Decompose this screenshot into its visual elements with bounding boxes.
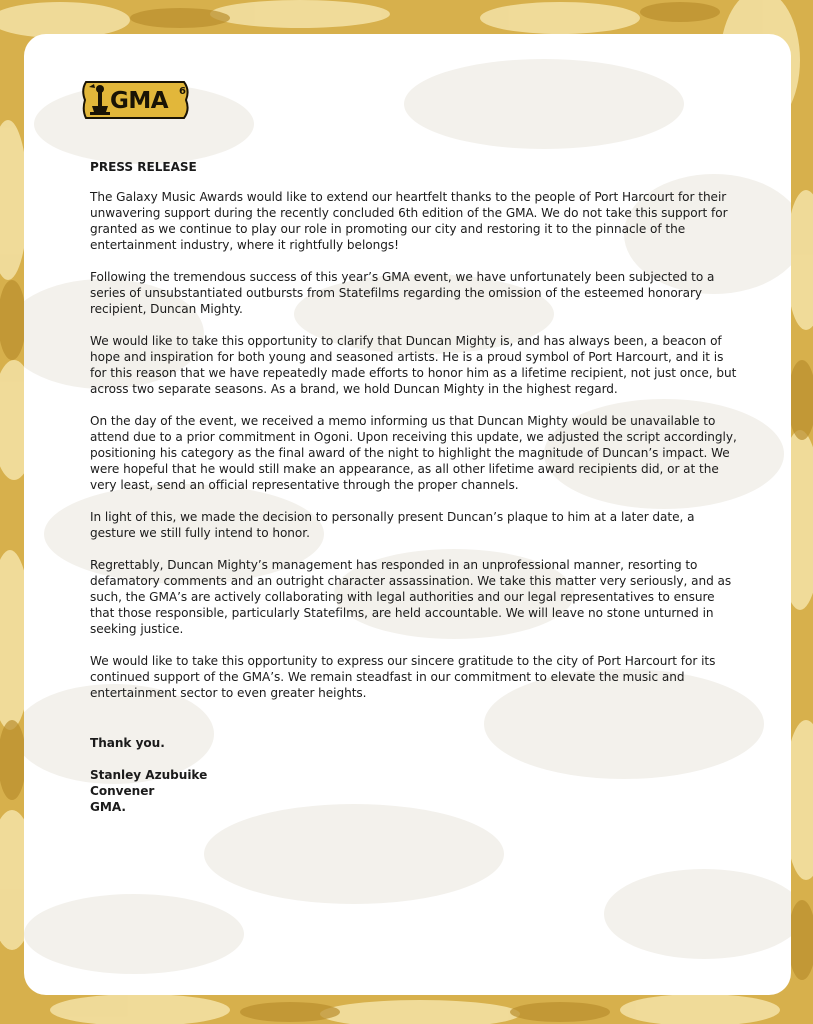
- signatory-org: GMA.: [90, 800, 126, 814]
- paragraph: On the day of the event, we received a memo informing us that Duncan Mighty would be unavailable to attend due to a prior commitment in Ogoni. Upon receiving this update, we adjusted the script accordingly, positioning his category as the final award of the night to highlight the magnitude of Duncan’s impact. We were hopeful that he would still make an appearance, as all other lifetime award recipients did, or at the very least, send an official representative through the proper channels.: [90, 414, 737, 492]
- signatory-name: Stanley Azubuike: [90, 768, 208, 782]
- paragraph: We would like to take this opportunity to express our sincere gratitude to the city of Port Harcourt for its continued support of the GMA’s. We remain steadfast in our commitment to elevate the music and entertainment sector to even greater heights.: [90, 654, 716, 700]
- logo-superscript: 6: [179, 86, 186, 97]
- letter-sheet: [24, 34, 791, 995]
- paragraph: We would like to take this opportunity to clarify that Duncan Mighty is, and has always been, a beacon of hope and inspiration for both young and seasoned artists. He is a proud symbol of Port Harcourt, and it is for this reason that we have repeatedly made efforts to honor him as a lifetime recipient, not just once, but across two separate seasons. As a brand, we hold Duncan Mighty in the highest regard.: [90, 334, 737, 396]
- paragraph: The Galaxy Music Awards would like to extend our heartfelt thanks to the people of Port Harcourt for their unwavering support during the recently concluded 6th edition of the GMA. We do not take this support for granted as we continue to play our role in promoting our city and restoring it to the pinnacle of the entertainment industry, where it rightfully belongs!: [90, 190, 728, 252]
- signatory-title: Convener: [90, 784, 155, 798]
- closing-line: Thank you.: [90, 736, 165, 750]
- press-release-body: [90, 159, 740, 815]
- paragraph: In light of this, we made the decision to personally present Duncan’s plaque to him at a later date, a gesture we still fully intend to honor.: [90, 510, 695, 540]
- page-title: PRESS RELEASE: [90, 160, 197, 174]
- paragraph: Following the tremendous success of this year’s GMA event, we have unfortunately been subjected to a series of unsubstantiated outbursts from Statefilms regarding the omission of the esteemed honorary recipient, Duncan Mighty.: [90, 270, 715, 316]
- logo-text: GMA: [110, 88, 169, 114]
- paragraph: Regrettably, Duncan Mighty’s management has responded in an unprofessional manner, resorting to defamatory comments and an outright character assassination. We take this matter very seriously, and as such, the GMA’s are actively collaborating with legal authorities and our legal representatives to ensure that those responsible, particularly Statefilms, are held accountable. We will leave no stone unturned in seeking justice.: [90, 558, 732, 636]
